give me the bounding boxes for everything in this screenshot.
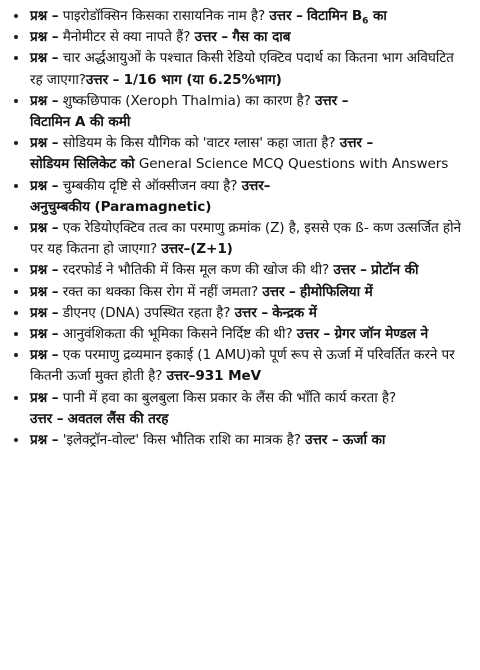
answer-prefix: उत्तर– [166, 368, 196, 385]
answer-text: अनुचुम्बकीय (Paramagnetic) [30, 198, 212, 215]
answer-text: गैस का दाब [232, 29, 291, 46]
list-item [14, 176, 466, 218]
bullet-icon [14, 332, 18, 336]
question-text: मैनोमीटर से क्या नापते हैं? [62, 29, 191, 46]
list-item [14, 388, 466, 430]
list-item [14, 6, 466, 27]
answer-prefix: उत्तर – [194, 29, 229, 46]
bullet-icon [14, 311, 18, 315]
question-text: रक्त का थक्का किस रोग में नहीं जमता? [62, 283, 259, 300]
list-item [14, 48, 466, 90]
question-prefix: प्रश्न – [30, 220, 59, 237]
answer-text: अवतल लैंस की तरह [67, 410, 169, 427]
question-prefix: प्रश्न – [30, 347, 59, 364]
answer-prefix: उत्तर– [241, 177, 271, 194]
question-prefix: प्रश्न – [30, 304, 59, 321]
answer-text: 1/16 भाग (या 6.25%भाग) [123, 71, 282, 88]
bullet-icon [14, 438, 18, 442]
answer-text: ऊर्जा का [342, 432, 386, 449]
bullet-icon [14, 56, 18, 60]
list-item [14, 430, 466, 451]
question-text: सोडियम के किस यौगिक को 'वाटर ग्लास' कहा जाता है? [62, 135, 336, 152]
question-prefix: प्रश्न – [30, 432, 59, 449]
bullet-icon [14, 14, 18, 18]
question-prefix: प्रश्न – [30, 50, 59, 67]
qa-list [14, 6, 466, 451]
question-prefix: प्रश्न – [30, 326, 59, 343]
bullet-icon [14, 226, 18, 230]
answer-text: प्रोटॉन की [371, 262, 419, 279]
answer-prefix: उत्तर – [30, 410, 64, 427]
list-item [14, 218, 466, 260]
list-item [14, 303, 466, 324]
question-prefix: प्रश्न – [30, 29, 59, 46]
answer-text: हीमोफिलिया में [299, 283, 373, 300]
answer-subscript: 6 [362, 16, 369, 27]
answer-text: सोडियम सिलिकेट को [30, 156, 135, 173]
bullet-icon [14, 184, 18, 188]
answer-prefix: उत्तर – [85, 71, 120, 88]
answer-prefix: उत्तर – [305, 432, 339, 449]
list-item [14, 27, 466, 48]
bullet-icon [14, 141, 18, 145]
answer-prefix: उत्तर – [296, 326, 331, 343]
answer-prefix: उत्तर – [333, 262, 367, 279]
question-prefix: प्रश्न – [30, 177, 59, 194]
question-prefix: प्रश्न – [30, 135, 59, 152]
answer-prefix: उत्तर – [269, 8, 303, 24]
question-prefix: प्रश्न – [30, 262, 59, 279]
question-text: शुष्कछिपाक (Xeroph Thalmia) का कारण है? [62, 92, 311, 109]
answer-text: ग्रेगर जॉन मेण्डल ने [334, 326, 429, 343]
question-text: चुम्बकीय दृष्टि से ऑक्सीजन क्या है? [62, 177, 238, 194]
question-text: चार अर्द्धआयुओं के पश्चात किसी रेडियो एक्टिव पदार्थ का कितना भाग अविघटित रह जाएगा? [30, 50, 454, 88]
answer-prefix: उत्तर – [314, 92, 349, 109]
bullet-icon [14, 290, 18, 294]
list-item [14, 260, 466, 281]
answer-text: (Z+1) [190, 241, 233, 258]
bullet-icon [14, 268, 18, 272]
answer-prefix: उत्तर – [234, 304, 269, 321]
question-text: एक रेडियोएक्टिव तत्व का परमाणु क्रमांक (Z) है, इससे एक ß- कण उत्सर्जित होने पर यह कितना हो जाएगा? [30, 220, 461, 258]
answer-prefix: उत्तर– [161, 241, 191, 258]
answer-prefix: उत्तर – [339, 135, 374, 152]
question-text: रदरफोर्ड ने भौतिकी में किस मूल कण की खोज की थी? [62, 262, 330, 279]
bullet-icon [14, 99, 18, 103]
list-item [14, 282, 466, 303]
question-text: पानी में हवा का बुलबुला किस प्रकार के लैंस की भाँति कार्य करता है? [62, 389, 397, 406]
bullet-icon [14, 35, 18, 39]
question-text: पाइरोडॉक्सिन किसका रासायनिक नाम है? [62, 8, 266, 24]
bullet-icon [14, 396, 18, 400]
question-text: डीएनए (DNA) उपस्थित रहता है? [62, 304, 231, 321]
answer-text: केन्द्रक में [272, 304, 317, 321]
question-text: 'इलेक्ट्रॉन-वोल्ट' किस भौतिक राशि का मात्रक है? [62, 432, 301, 449]
answer-text: विटामिन A की कमी [30, 114, 131, 131]
question-prefix: प्रश्न – [30, 92, 59, 109]
list-item [14, 133, 466, 175]
list-item [14, 91, 466, 133]
question-prefix: प्रश्न – [30, 8, 59, 24]
answer-prefix: उत्तर – [262, 283, 296, 300]
bullet-icon [14, 353, 18, 357]
answer-text: 931 MeV [195, 368, 262, 385]
answer-text: विटामिन $B_6$ का [307, 8, 387, 27]
question-text: एक परमाणु द्रव्यमान इकाई (1 AMU)को पूर्ण रूप से ऊर्जा में परिवर्तित करने पर कितनी ऊर्जा मुक्त होती है? [30, 347, 455, 385]
question-text: आनुवंशिकता की भूमिका किसने निर्दिष्ट की थी? [62, 326, 293, 343]
question-prefix: प्रश्न – [30, 283, 59, 300]
question-prefix: प्रश्न – [30, 389, 59, 406]
list-item [14, 345, 466, 387]
inline-note: General Science MCQ Questions with Answers [134, 156, 449, 173]
list-item [14, 324, 466, 345]
